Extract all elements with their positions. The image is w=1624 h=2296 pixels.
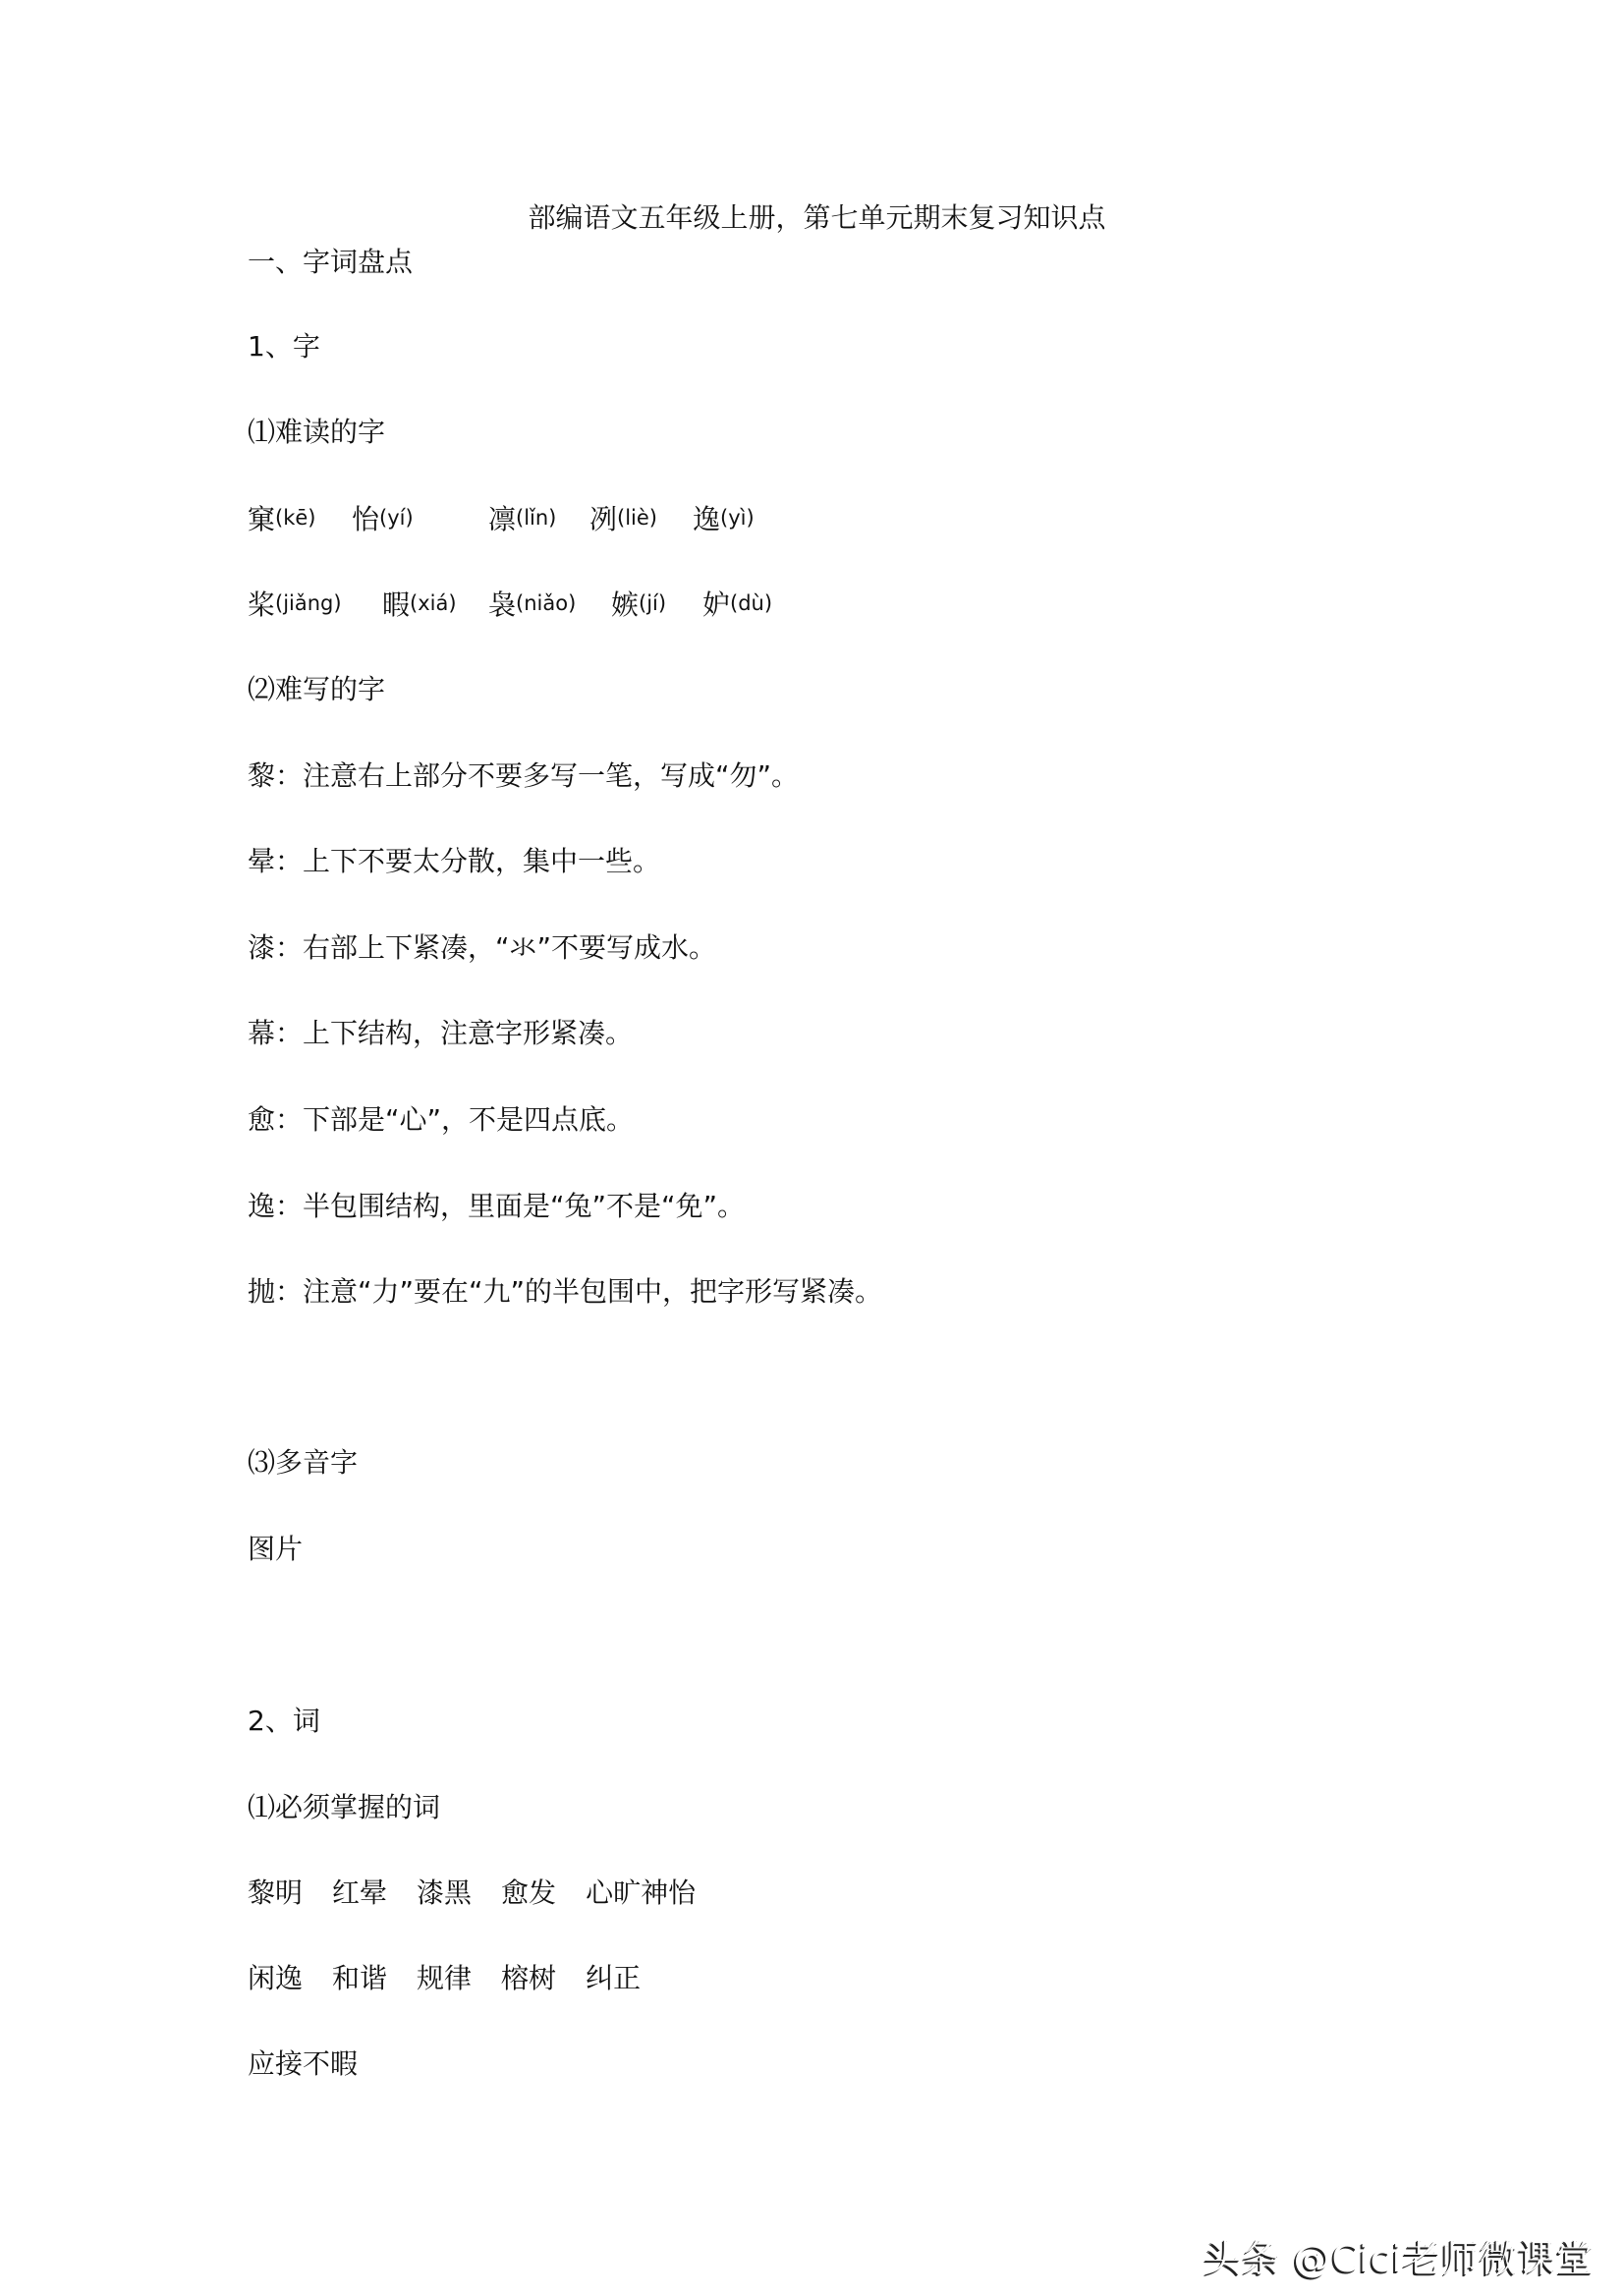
hard-write-heading: ⑵难写的字 xyxy=(248,673,386,705)
must-words-heading: ⑴必须掌握的词 xyxy=(248,1791,441,1823)
word: 黎明 xyxy=(248,1876,304,1909)
words-row: 应接不暇 xyxy=(248,2047,359,2080)
word: 心旷神怡 xyxy=(586,1876,697,1909)
hard-write-item: 漆：右部上下紧凑，“氺”不要写成水。 xyxy=(248,931,717,964)
hard-read-heading: ⑴难读的字 xyxy=(248,416,386,448)
hard-write-item: 黎：注意右上部分不要多写一笔，写成“勿”。 xyxy=(248,759,800,792)
word: 红晕 xyxy=(332,1876,388,1909)
pinyin-item: 怡(yí) xyxy=(352,503,414,535)
word: 闲逸 xyxy=(248,1962,304,1994)
pinyin-item: 冽(liè) xyxy=(589,503,657,535)
pinyin-item: 逸(yì) xyxy=(693,503,755,535)
pinyin-item: 嫉(jí) xyxy=(611,588,667,621)
section-heading: 一、字词盘点 xyxy=(248,246,414,278)
word: 和谐 xyxy=(332,1962,388,1994)
pinyin-item: 凛(lǐn) xyxy=(488,503,557,535)
subsection-heading: 1、字 xyxy=(248,330,320,363)
pinyin-item: 窠(kē) xyxy=(248,503,316,535)
pinyin-item: 妒(dù) xyxy=(702,588,773,621)
pinyin-item: 桨(jiǎng) xyxy=(248,588,342,621)
subsection-heading: 2、词 xyxy=(248,1705,320,1737)
hard-write-item: 愈：下部是“心”，不是四点底。 xyxy=(248,1103,635,1136)
words-row xyxy=(248,1962,670,1995)
hard-write-item: 幕：上下结构，注意字形紧凑。 xyxy=(248,1017,634,1049)
word: 漆黑 xyxy=(417,1876,473,1909)
image-placeholder: 图片 xyxy=(248,1533,304,1565)
hard-write-item: 晕：上下不要太分散，集中一些。 xyxy=(248,845,661,877)
watermark: 头条 @Cici老师微课堂 xyxy=(1204,2237,1595,2280)
document-title: 部编语文五年级上册，第七单元期末复习知识点 xyxy=(528,201,1106,234)
word: 规律 xyxy=(417,1962,473,1994)
hard-write-item: 逸：半包围结构，里面是“兔”不是“免”。 xyxy=(248,1190,746,1222)
word: 愈发 xyxy=(501,1876,557,1909)
word: 榕树 xyxy=(501,1962,557,1994)
words-row xyxy=(248,1876,725,1910)
polyphone-heading: ⑶多音字 xyxy=(248,1446,359,1479)
word: 纠正 xyxy=(586,1962,642,1994)
hard-write-item: 抛：注意“力”要在“九”的半包围中，把字形写紧凑。 xyxy=(248,1275,883,1308)
pinyin-item: 袅(niǎo) xyxy=(488,588,577,621)
pinyin-item: 暇(xiá) xyxy=(382,588,457,621)
